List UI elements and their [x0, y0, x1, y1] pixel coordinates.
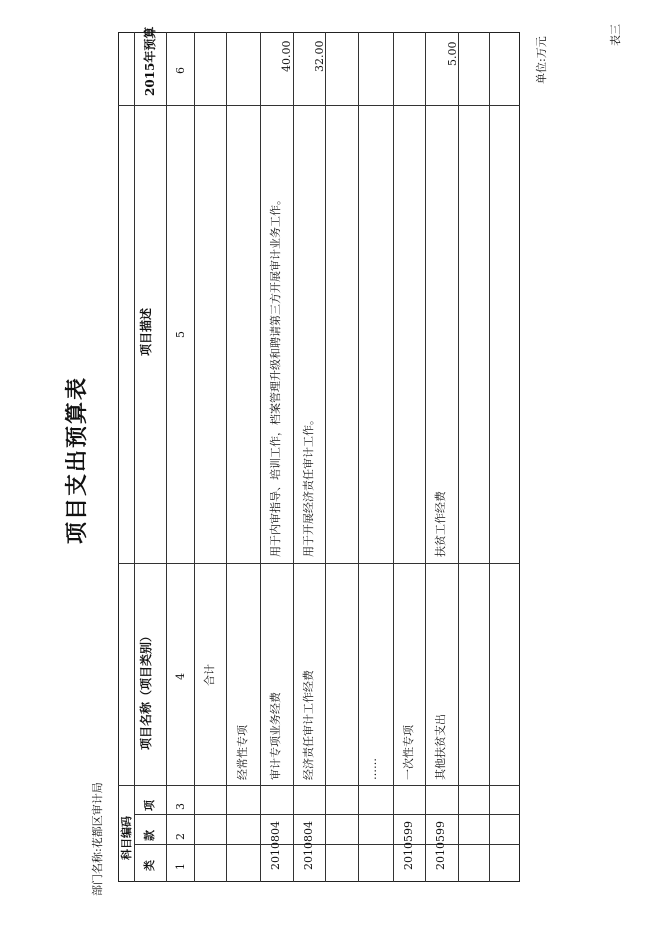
column-line — [118, 563, 520, 564]
row-line — [458, 32, 459, 882]
row-desc: 用于开展经济责任审计工作。 — [302, 414, 315, 557]
row-name: 一次性专项 — [402, 725, 415, 780]
index-4: 4 — [174, 673, 187, 680]
row-line — [260, 32, 261, 882]
row-code: 2010804 — [269, 821, 282, 870]
column-line — [134, 844, 520, 845]
total-label: 合计 — [203, 664, 216, 686]
row-code: 2010599 — [434, 821, 447, 870]
row-line — [194, 32, 195, 882]
row-desc: 扶贫工作经费 — [434, 491, 447, 557]
row-name: 审计专项业务经费 — [269, 692, 282, 780]
row-name: 经济责任审计工作经费 — [302, 670, 315, 780]
row-code: 2010599 — [402, 821, 415, 870]
row-name: …… — [366, 758, 379, 780]
column-line — [118, 785, 520, 786]
table-number: 表三 — [609, 24, 622, 46]
row-line — [134, 32, 135, 882]
header-project-desc: 项目描述 — [139, 307, 153, 356]
column-line — [134, 814, 520, 815]
column-line — [118, 105, 520, 106]
row-name: 其他扶贫支出 — [434, 714, 447, 780]
row-line — [358, 32, 359, 882]
header-project-name: 项目名称（项目类别） — [139, 629, 153, 750]
row-amount: 32.00 — [313, 40, 326, 72]
row-line — [293, 32, 294, 882]
row-desc: 用于内审指导、培训工作，档案管理升级和聘请第三方开展审计业务工作。 — [269, 194, 282, 557]
header-lei: 类 — [143, 860, 156, 871]
index-1: 1 — [174, 863, 187, 870]
header-code-group: 科目编码 — [120, 816, 133, 860]
department-label: 部门名称:花都区审计局 — [91, 782, 104, 896]
row-code: 2010804 — [302, 821, 315, 870]
row-amount: 5.00 — [446, 41, 459, 66]
header-kuan: 款 — [143, 830, 156, 841]
page-title: 项目支出预算表 — [64, 375, 90, 544]
budget-table — [118, 32, 520, 882]
header-xiang: 项 — [143, 800, 156, 811]
row-line — [226, 32, 227, 882]
header-budget: 2015年预算 — [143, 26, 157, 96]
index-5: 5 — [174, 331, 187, 338]
row-name: 经常性专项 — [236, 725, 249, 780]
index-2: 2 — [174, 833, 187, 840]
index-3: 3 — [174, 803, 187, 810]
row-line — [393, 32, 394, 882]
row-line — [325, 32, 326, 882]
row-line — [166, 32, 167, 882]
row-amount: 40.00 — [280, 40, 293, 72]
row-line — [489, 32, 490, 882]
unit-label: 单位:万元 — [535, 36, 548, 84]
row-line — [425, 32, 426, 882]
index-6: 6 — [174, 67, 187, 74]
